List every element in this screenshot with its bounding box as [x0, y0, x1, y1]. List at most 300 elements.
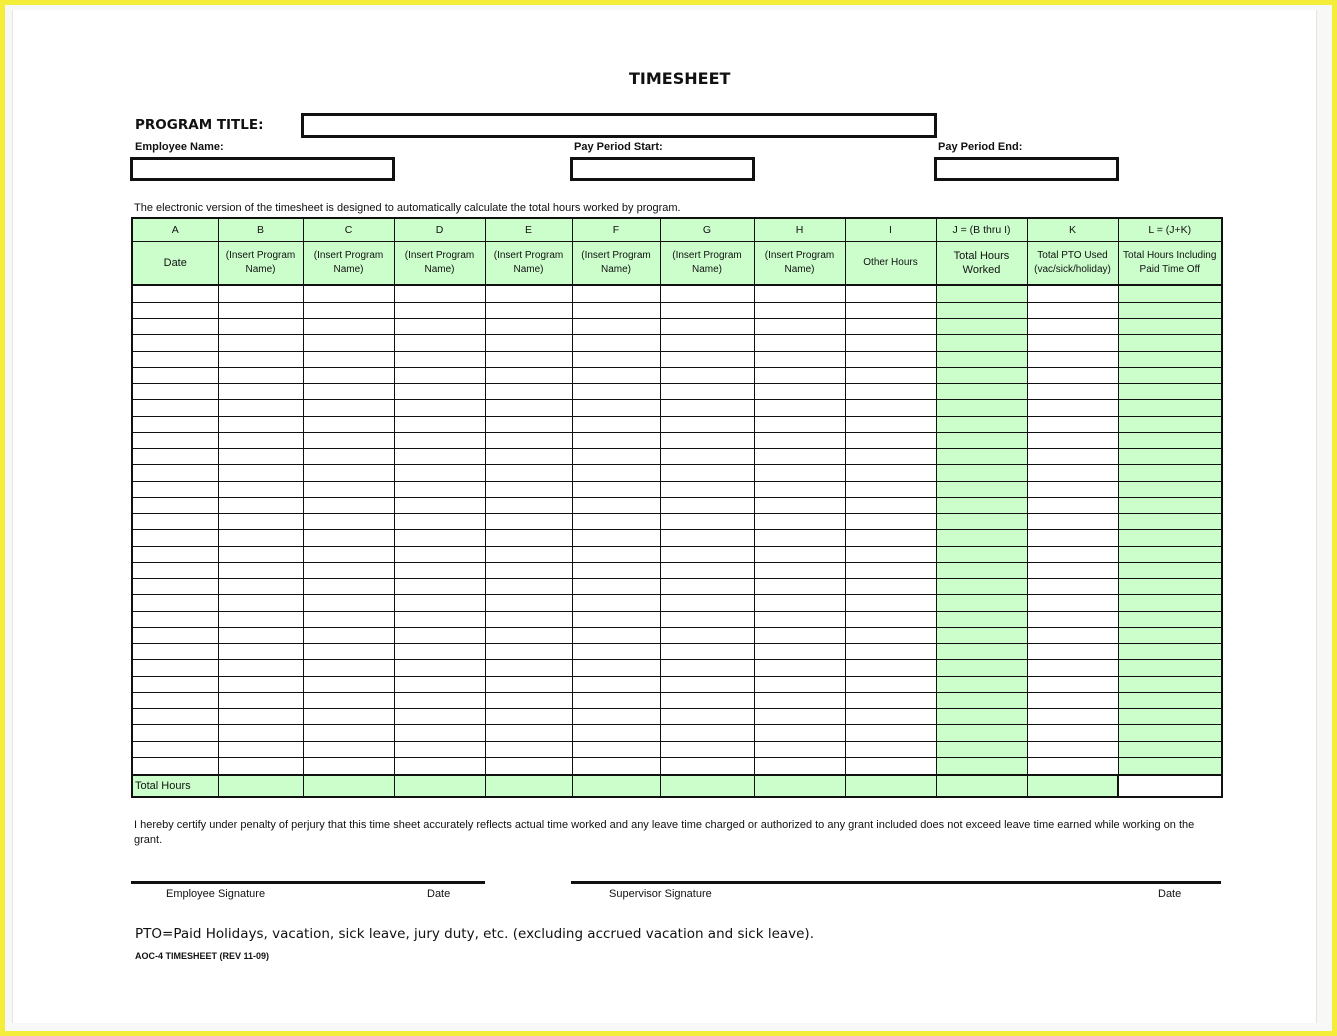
- table-cell[interactable]: [754, 562, 845, 578]
- table-cell[interactable]: [845, 497, 936, 513]
- table-cell[interactable]: [303, 514, 394, 530]
- table-cell[interactable]: [936, 676, 1027, 692]
- table-cell[interactable]: [394, 416, 485, 432]
- table-cell[interactable]: [1118, 416, 1222, 432]
- table-cell[interactable]: [1118, 465, 1222, 481]
- table-cell[interactable]: [394, 579, 485, 595]
- table-cell[interactable]: [572, 319, 660, 335]
- table-cell[interactable]: [303, 676, 394, 692]
- table-cell[interactable]: [1118, 562, 1222, 578]
- table-cell[interactable]: [754, 367, 845, 383]
- table-cell[interactable]: [1027, 319, 1118, 335]
- table-cell[interactable]: [1118, 514, 1222, 530]
- table-cell[interactable]: [218, 335, 303, 351]
- table-cell[interactable]: [936, 579, 1027, 595]
- table-cell[interactable]: [660, 432, 754, 448]
- table-cell[interactable]: [303, 416, 394, 432]
- table-cell[interactable]: [754, 400, 845, 416]
- table-cell[interactable]: [572, 481, 660, 497]
- table-cell[interactable]: [394, 725, 485, 741]
- table-cell[interactable]: [1118, 449, 1222, 465]
- table-cell[interactable]: [1118, 595, 1222, 611]
- table-cell[interactable]: [936, 595, 1027, 611]
- table-cell[interactable]: [394, 432, 485, 448]
- table-cell[interactable]: [936, 465, 1027, 481]
- table-cell[interactable]: [660, 416, 754, 432]
- table-cell[interactable]: [394, 367, 485, 383]
- table-cell[interactable]: [132, 432, 218, 448]
- table-cell[interactable]: [218, 384, 303, 400]
- table-cell[interactable]: [485, 579, 572, 595]
- table-cell[interactable]: [394, 676, 485, 692]
- table-cell[interactable]: [845, 709, 936, 725]
- table-cell[interactable]: [754, 416, 845, 432]
- table-cell[interactable]: [845, 611, 936, 627]
- table-cell[interactable]: [572, 709, 660, 725]
- table-cell[interactable]: [936, 514, 1027, 530]
- table-cell[interactable]: [1027, 562, 1118, 578]
- table-cell[interactable]: [660, 644, 754, 660]
- table-cell[interactable]: [754, 546, 845, 562]
- table-cell[interactable]: [572, 302, 660, 318]
- table-cell[interactable]: [394, 351, 485, 367]
- table-cell[interactable]: [1118, 692, 1222, 708]
- table-cell[interactable]: [936, 546, 1027, 562]
- table-cell[interactable]: [936, 335, 1027, 351]
- table-cell[interactable]: [1027, 335, 1118, 351]
- table-cell[interactable]: [218, 611, 303, 627]
- table-cell[interactable]: [303, 319, 394, 335]
- table-cell[interactable]: [218, 530, 303, 546]
- table-cell[interactable]: [754, 676, 845, 692]
- table-cell[interactable]: [1027, 481, 1118, 497]
- table-cell[interactable]: [1027, 741, 1118, 757]
- table-cell[interactable]: [485, 660, 572, 676]
- table-cell[interactable]: [754, 335, 845, 351]
- table-cell[interactable]: [485, 627, 572, 643]
- table-cell[interactable]: [303, 741, 394, 757]
- table-cell[interactable]: [303, 595, 394, 611]
- table-cell[interactable]: [218, 449, 303, 465]
- table-cell[interactable]: [936, 692, 1027, 708]
- total-cell[interactable]: [572, 775, 660, 798]
- table-cell[interactable]: [303, 351, 394, 367]
- table-cell[interactable]: [132, 335, 218, 351]
- table-cell[interactable]: [132, 319, 218, 335]
- table-cell[interactable]: [1027, 546, 1118, 562]
- table-cell[interactable]: [1027, 400, 1118, 416]
- table-cell[interactable]: [660, 449, 754, 465]
- table-cell[interactable]: [1118, 400, 1222, 416]
- table-cell[interactable]: [845, 285, 936, 302]
- table-cell[interactable]: [936, 644, 1027, 660]
- table-cell[interactable]: [845, 660, 936, 676]
- table-cell[interactable]: [936, 725, 1027, 741]
- table-cell[interactable]: [218, 351, 303, 367]
- table-cell[interactable]: [660, 692, 754, 708]
- table-cell[interactable]: [485, 351, 572, 367]
- table-cell[interactable]: [754, 757, 845, 774]
- table-cell[interactable]: [132, 416, 218, 432]
- table-cell[interactable]: [660, 660, 754, 676]
- total-cell[interactable]: [303, 775, 394, 798]
- table-cell[interactable]: [572, 595, 660, 611]
- table-cell[interactable]: [218, 400, 303, 416]
- table-cell[interactable]: [660, 319, 754, 335]
- table-cell[interactable]: [572, 579, 660, 595]
- table-cell[interactable]: [485, 676, 572, 692]
- table-cell[interactable]: [218, 546, 303, 562]
- table-cell[interactable]: [845, 530, 936, 546]
- total-cell[interactable]: [394, 775, 485, 798]
- table-cell[interactable]: [485, 595, 572, 611]
- table-cell[interactable]: [218, 285, 303, 302]
- table-cell[interactable]: [754, 481, 845, 497]
- table-cell[interactable]: [660, 676, 754, 692]
- table-cell[interactable]: [394, 514, 485, 530]
- table-cell[interactable]: [485, 302, 572, 318]
- table-cell[interactable]: [132, 595, 218, 611]
- table-cell[interactable]: [936, 481, 1027, 497]
- table-cell[interactable]: [660, 481, 754, 497]
- table-cell[interactable]: [572, 692, 660, 708]
- table-cell[interactable]: [394, 644, 485, 660]
- pay-period-start-field[interactable]: [570, 157, 755, 181]
- table-cell[interactable]: [132, 627, 218, 643]
- table-cell[interactable]: [218, 709, 303, 725]
- table-cell[interactable]: [754, 692, 845, 708]
- table-cell[interactable]: [845, 367, 936, 383]
- table-cell[interactable]: [936, 709, 1027, 725]
- table-cell[interactable]: [218, 481, 303, 497]
- employee-signature-line[interactable]: [131, 881, 485, 884]
- table-cell[interactable]: [218, 660, 303, 676]
- table-cell[interactable]: [132, 725, 218, 741]
- table-cell[interactable]: [845, 562, 936, 578]
- table-cell[interactable]: [485, 741, 572, 757]
- table-cell[interactable]: [394, 741, 485, 757]
- table-cell[interactable]: [754, 709, 845, 725]
- table-cell[interactable]: [845, 384, 936, 400]
- table-cell[interactable]: [485, 644, 572, 660]
- table-cell[interactable]: [485, 384, 572, 400]
- table-cell[interactable]: [303, 562, 394, 578]
- table-cell[interactable]: [754, 449, 845, 465]
- table-cell[interactable]: [572, 741, 660, 757]
- table-cell[interactable]: [572, 285, 660, 302]
- table-cell[interactable]: [394, 465, 485, 481]
- table-cell[interactable]: [218, 319, 303, 335]
- table-cell[interactable]: [1118, 725, 1222, 741]
- table-cell[interactable]: [845, 692, 936, 708]
- table-cell[interactable]: [572, 757, 660, 774]
- table-cell[interactable]: [845, 644, 936, 660]
- table-cell[interactable]: [1118, 660, 1222, 676]
- table-cell[interactable]: [754, 384, 845, 400]
- table-cell[interactable]: [936, 611, 1027, 627]
- table-cell[interactable]: [572, 676, 660, 692]
- table-cell[interactable]: [1118, 546, 1222, 562]
- table-cell[interactable]: [1118, 676, 1222, 692]
- table-cell[interactable]: [303, 692, 394, 708]
- table-cell[interactable]: [394, 595, 485, 611]
- table-cell[interactable]: [485, 530, 572, 546]
- table-cell[interactable]: [660, 400, 754, 416]
- table-cell[interactable]: [754, 514, 845, 530]
- table-cell[interactable]: [394, 530, 485, 546]
- table-cell[interactable]: [1118, 384, 1222, 400]
- table-cell[interactable]: [754, 465, 845, 481]
- table-cell[interactable]: [936, 530, 1027, 546]
- table-cell[interactable]: [572, 530, 660, 546]
- table-cell[interactable]: [660, 285, 754, 302]
- table-cell[interactable]: [845, 676, 936, 692]
- table-cell[interactable]: [660, 465, 754, 481]
- table-cell[interactable]: [303, 709, 394, 725]
- table-cell[interactable]: [936, 627, 1027, 643]
- table-cell[interactable]: [303, 660, 394, 676]
- table-cell[interactable]: [303, 285, 394, 302]
- table-cell[interactable]: [1027, 725, 1118, 741]
- table-cell[interactable]: [1118, 644, 1222, 660]
- total-cell[interactable]: [1027, 775, 1118, 798]
- table-cell[interactable]: [572, 335, 660, 351]
- table-cell[interactable]: [572, 546, 660, 562]
- table-cell[interactable]: [394, 481, 485, 497]
- table-cell[interactable]: [1118, 530, 1222, 546]
- table-cell[interactable]: [303, 757, 394, 774]
- table-cell[interactable]: [572, 449, 660, 465]
- table-cell[interactable]: [660, 367, 754, 383]
- table-cell[interactable]: [845, 595, 936, 611]
- table-cell[interactable]: [1027, 644, 1118, 660]
- table-cell[interactable]: [660, 351, 754, 367]
- table-cell[interactable]: [218, 757, 303, 774]
- table-cell[interactable]: [394, 302, 485, 318]
- total-cell[interactable]: [1118, 775, 1222, 798]
- table-cell[interactable]: [394, 319, 485, 335]
- table-cell[interactable]: [132, 367, 218, 383]
- table-cell[interactable]: [485, 481, 572, 497]
- table-cell[interactable]: [1027, 384, 1118, 400]
- table-cell[interactable]: [845, 400, 936, 416]
- table-cell[interactable]: [1027, 595, 1118, 611]
- table-cell[interactable]: [1118, 285, 1222, 302]
- table-cell[interactable]: [394, 335, 485, 351]
- table-cell[interactable]: [485, 367, 572, 383]
- table-cell[interactable]: [572, 627, 660, 643]
- table-cell[interactable]: [1118, 611, 1222, 627]
- table-cell[interactable]: [754, 302, 845, 318]
- table-cell[interactable]: [218, 514, 303, 530]
- table-cell[interactable]: [572, 384, 660, 400]
- table-cell[interactable]: [303, 481, 394, 497]
- table-cell[interactable]: [485, 562, 572, 578]
- table-cell[interactable]: [1027, 627, 1118, 643]
- table-cell[interactable]: [936, 432, 1027, 448]
- table-cell[interactable]: [845, 546, 936, 562]
- total-cell[interactable]: [660, 775, 754, 798]
- table-cell[interactable]: [1027, 579, 1118, 595]
- table-cell[interactable]: [394, 384, 485, 400]
- table-cell[interactable]: [1118, 741, 1222, 757]
- table-cell[interactable]: [572, 660, 660, 676]
- table-cell[interactable]: [303, 644, 394, 660]
- table-cell[interactable]: [485, 725, 572, 741]
- table-cell[interactable]: [485, 335, 572, 351]
- table-cell[interactable]: [660, 579, 754, 595]
- table-cell[interactable]: [485, 465, 572, 481]
- table-cell[interactable]: [660, 709, 754, 725]
- table-cell[interactable]: [132, 384, 218, 400]
- table-cell[interactable]: [218, 562, 303, 578]
- table-cell[interactable]: [1118, 367, 1222, 383]
- table-cell[interactable]: [218, 579, 303, 595]
- table-cell[interactable]: [1118, 302, 1222, 318]
- table-cell[interactable]: [303, 302, 394, 318]
- table-cell[interactable]: [485, 692, 572, 708]
- table-cell[interactable]: [218, 416, 303, 432]
- table-cell[interactable]: [572, 432, 660, 448]
- total-cell[interactable]: [218, 775, 303, 798]
- table-cell[interactable]: [754, 530, 845, 546]
- total-cell[interactable]: [936, 775, 1027, 798]
- table-cell[interactable]: [303, 530, 394, 546]
- table-cell[interactable]: [132, 530, 218, 546]
- table-cell[interactable]: [1027, 465, 1118, 481]
- table-cell[interactable]: [218, 741, 303, 757]
- table-cell[interactable]: [936, 302, 1027, 318]
- table-cell[interactable]: [845, 302, 936, 318]
- table-cell[interactable]: [485, 514, 572, 530]
- table-cell[interactable]: [1027, 676, 1118, 692]
- table-cell[interactable]: [132, 709, 218, 725]
- table-cell[interactable]: [394, 660, 485, 676]
- table-cell[interactable]: [303, 400, 394, 416]
- table-cell[interactable]: [845, 514, 936, 530]
- pay-period-end-field[interactable]: [934, 157, 1119, 181]
- table-cell[interactable]: [936, 497, 1027, 513]
- table-cell[interactable]: [660, 546, 754, 562]
- table-cell[interactable]: [394, 497, 485, 513]
- table-cell[interactable]: [394, 546, 485, 562]
- table-cell[interactable]: [1027, 709, 1118, 725]
- table-cell[interactable]: [1118, 709, 1222, 725]
- table-cell[interactable]: [936, 741, 1027, 757]
- table-cell[interactable]: [845, 741, 936, 757]
- table-cell[interactable]: [754, 627, 845, 643]
- table-cell[interactable]: [936, 562, 1027, 578]
- table-cell[interactable]: [132, 481, 218, 497]
- table-cell[interactable]: [218, 676, 303, 692]
- table-cell[interactable]: [132, 611, 218, 627]
- table-cell[interactable]: [936, 416, 1027, 432]
- table-cell[interactable]: [218, 692, 303, 708]
- table-cell[interactable]: [303, 497, 394, 513]
- table-cell[interactable]: [485, 757, 572, 774]
- table-cell[interactable]: [660, 627, 754, 643]
- table-cell[interactable]: [218, 595, 303, 611]
- table-cell[interactable]: [754, 579, 845, 595]
- program-title-field[interactable]: [301, 113, 937, 138]
- table-cell[interactable]: [936, 449, 1027, 465]
- table-cell[interactable]: [132, 579, 218, 595]
- table-cell[interactable]: [845, 416, 936, 432]
- table-cell[interactable]: [660, 497, 754, 513]
- table-cell[interactable]: [936, 400, 1027, 416]
- table-cell[interactable]: [572, 644, 660, 660]
- table-cell[interactable]: [132, 285, 218, 302]
- table-cell[interactable]: [660, 757, 754, 774]
- table-cell[interactable]: [572, 725, 660, 741]
- table-cell[interactable]: [1027, 285, 1118, 302]
- table-cell[interactable]: [1027, 514, 1118, 530]
- table-cell[interactable]: [394, 709, 485, 725]
- table-cell[interactable]: [660, 302, 754, 318]
- table-cell[interactable]: [572, 465, 660, 481]
- table-cell[interactable]: [394, 400, 485, 416]
- table-cell[interactable]: [1118, 497, 1222, 513]
- table-cell[interactable]: [660, 530, 754, 546]
- table-cell[interactable]: [1118, 579, 1222, 595]
- table-cell[interactable]: [1027, 416, 1118, 432]
- table-cell[interactable]: [572, 562, 660, 578]
- table-cell[interactable]: [485, 416, 572, 432]
- table-cell[interactable]: [660, 741, 754, 757]
- table-cell[interactable]: [132, 546, 218, 562]
- table-cell[interactable]: [845, 449, 936, 465]
- table-cell[interactable]: [1118, 627, 1222, 643]
- table-cell[interactable]: [132, 644, 218, 660]
- table-cell[interactable]: [1027, 497, 1118, 513]
- table-cell[interactable]: [936, 351, 1027, 367]
- table-cell[interactable]: [218, 432, 303, 448]
- table-cell[interactable]: [1027, 692, 1118, 708]
- table-cell[interactable]: [1027, 432, 1118, 448]
- table-cell[interactable]: [485, 285, 572, 302]
- table-cell[interactable]: [1027, 611, 1118, 627]
- table-cell[interactable]: [303, 725, 394, 741]
- table-cell[interactable]: [218, 725, 303, 741]
- table-cell[interactable]: [132, 692, 218, 708]
- table-cell[interactable]: [394, 692, 485, 708]
- table-cell[interactable]: [1027, 302, 1118, 318]
- table-cell[interactable]: [394, 627, 485, 643]
- table-cell[interactable]: [218, 302, 303, 318]
- table-cell[interactable]: [845, 335, 936, 351]
- supervisor-signature-line[interactable]: [571, 881, 1221, 884]
- table-cell[interactable]: [132, 449, 218, 465]
- table-cell[interactable]: [132, 676, 218, 692]
- table-cell[interactable]: [1027, 757, 1118, 774]
- total-cell[interactable]: [845, 775, 936, 798]
- table-cell[interactable]: [303, 384, 394, 400]
- table-cell[interactable]: [132, 465, 218, 481]
- table-cell[interactable]: [394, 449, 485, 465]
- table-cell[interactable]: [754, 432, 845, 448]
- table-cell[interactable]: [132, 660, 218, 676]
- table-cell[interactable]: [132, 514, 218, 530]
- table-cell[interactable]: [132, 302, 218, 318]
- table-cell[interactable]: [936, 384, 1027, 400]
- table-cell[interactable]: [660, 595, 754, 611]
- table-cell[interactable]: [303, 465, 394, 481]
- table-cell[interactable]: [845, 481, 936, 497]
- table-cell[interactable]: [394, 611, 485, 627]
- table-cell[interactable]: [936, 757, 1027, 774]
- table-cell[interactable]: [485, 319, 572, 335]
- table-cell[interactable]: [754, 725, 845, 741]
